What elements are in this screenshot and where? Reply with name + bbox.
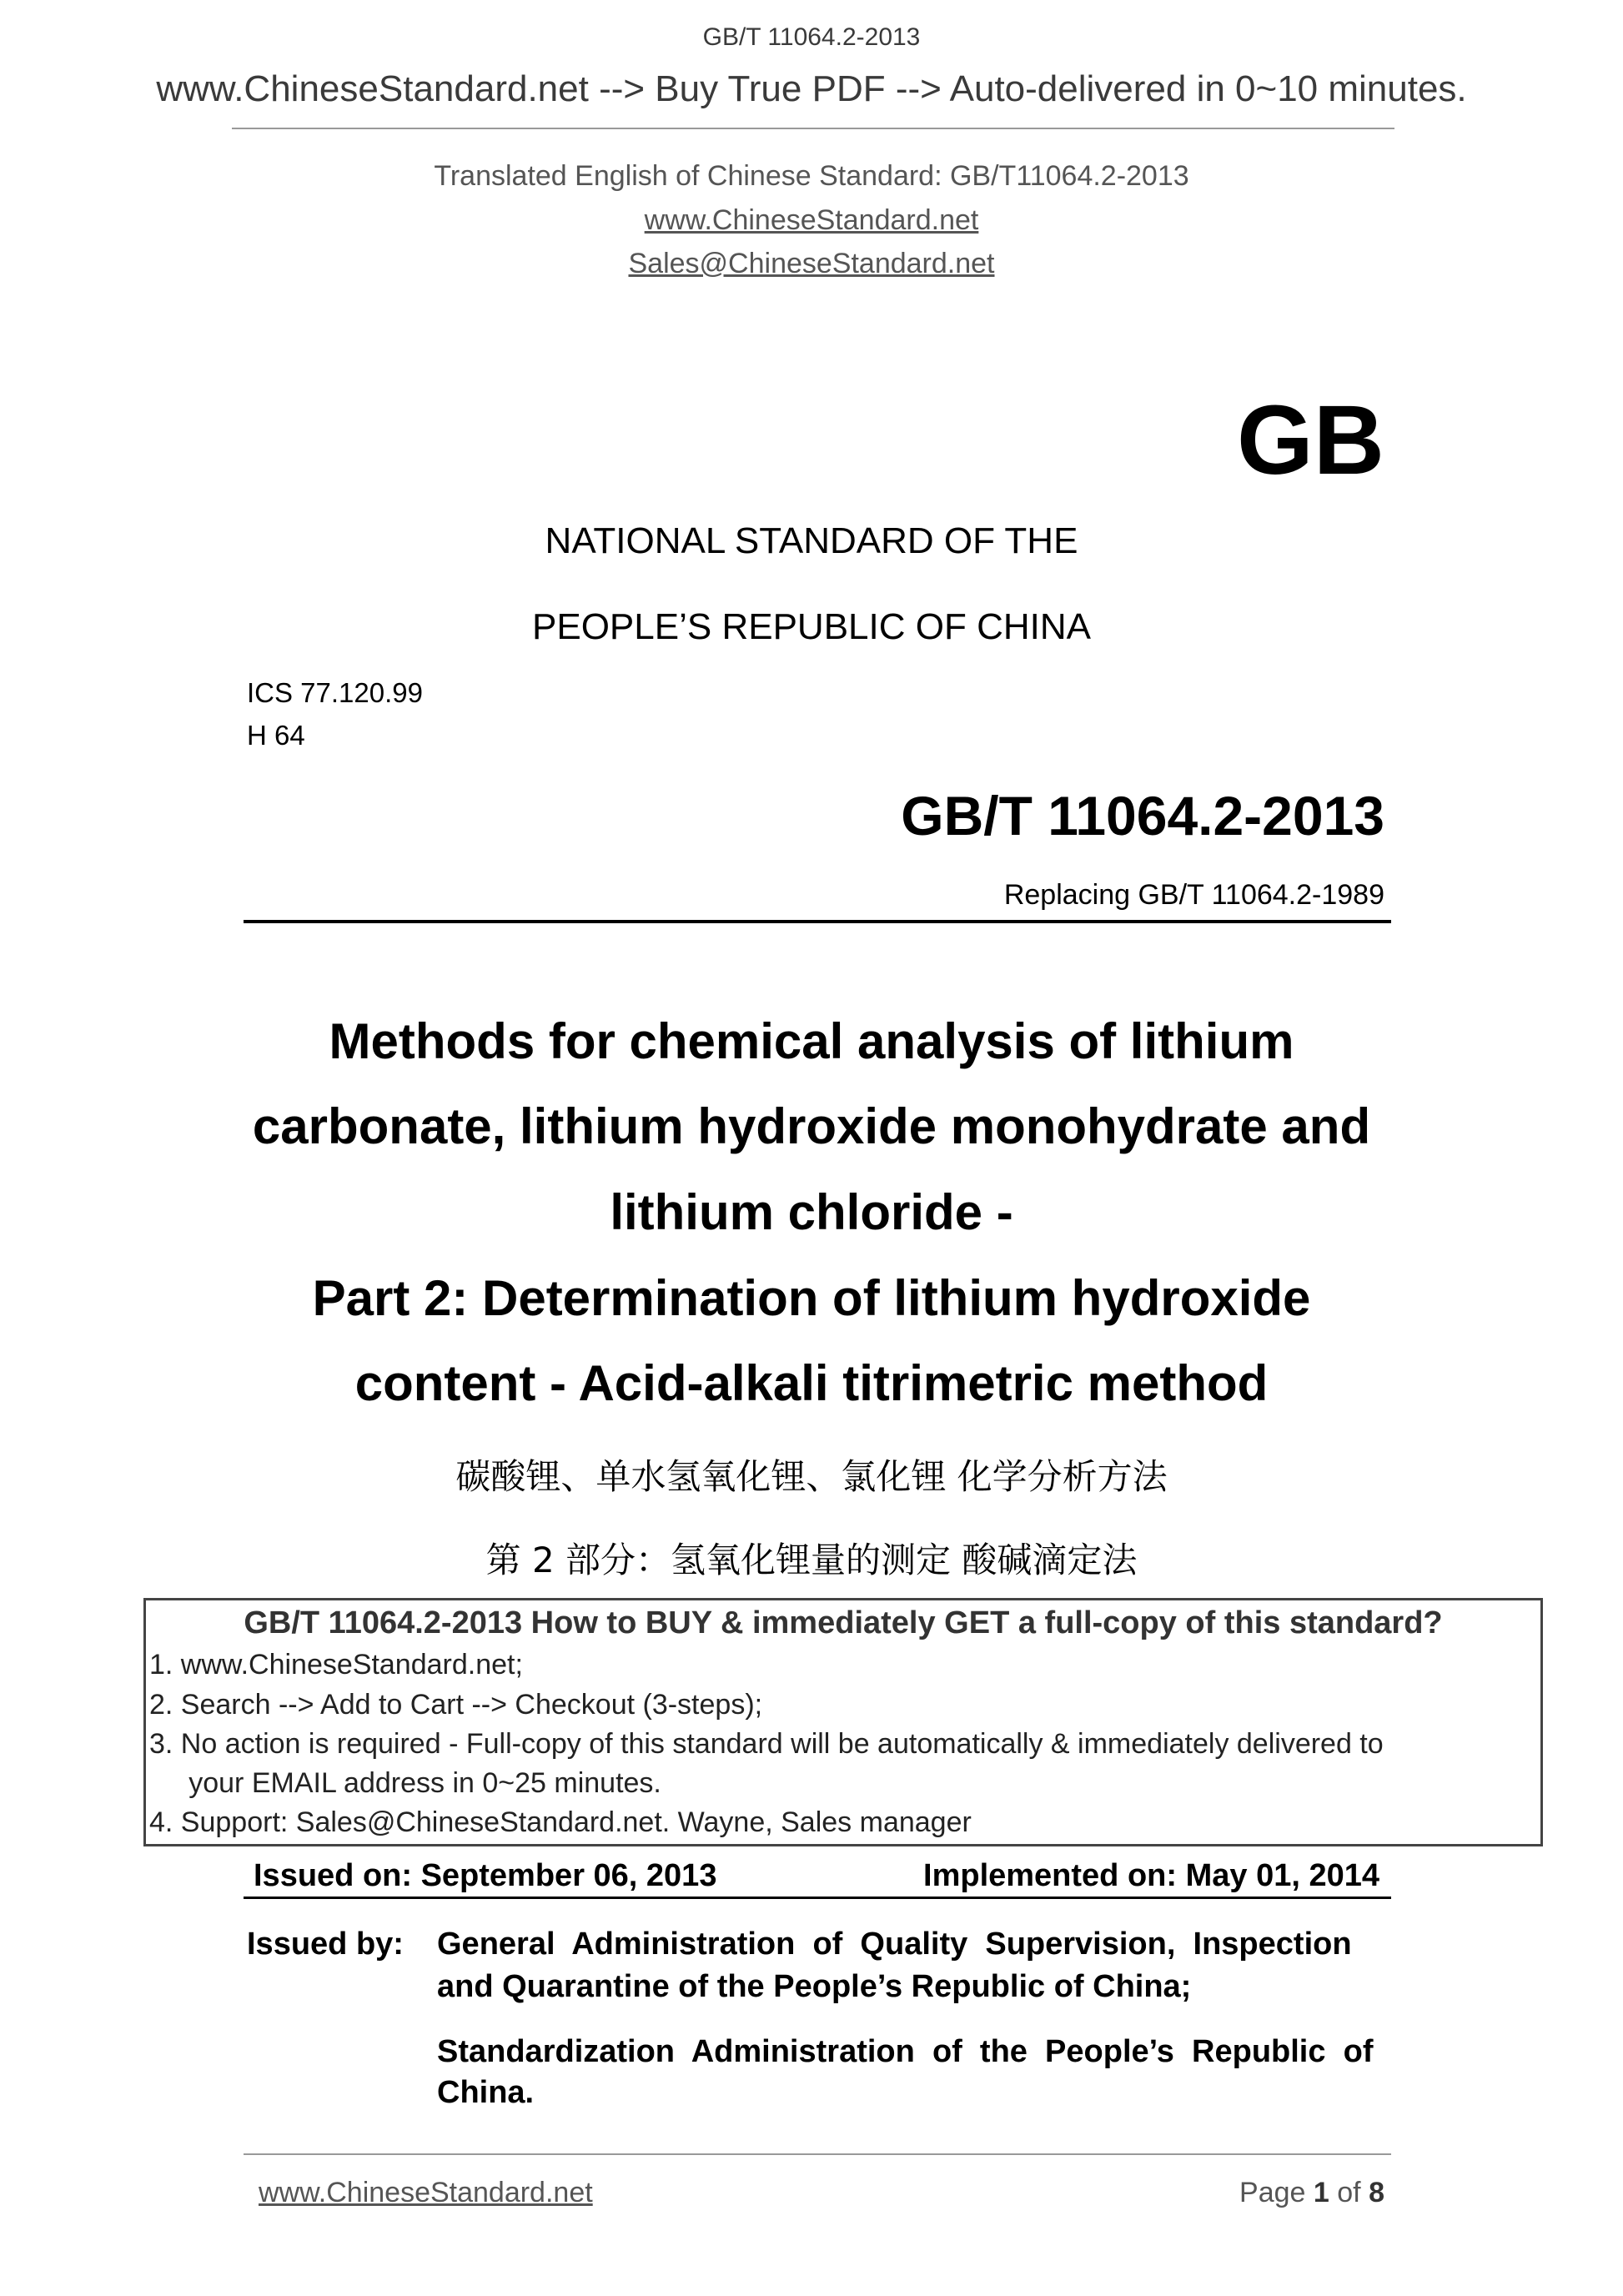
replacing: Replacing GB/T 11064.2-1989 [1003, 879, 1384, 911]
issued-by-label: Issued by: [247, 1927, 404, 1962]
title-rule [244, 920, 1391, 923]
email-link[interactable]: Sales@ChineseStandard.net [628, 248, 995, 279]
issuer-line: General Administration of Quality Supervision, Inspection [437, 1927, 1352, 1962]
standard-code: GB/T 11064.2-2013 [901, 785, 1384, 847]
chinese-title: 碳酸锂、单水氢氧化锂、氯化锂 化学分析方法 [455, 1456, 1168, 1497]
buy-box-item: 2. Search --> Add to Cart --> Checkout (3-steps); [149, 1689, 763, 1721]
header-overlay-code: GB/T 11064.2-2013 [702, 23, 921, 51]
national-line-2: PEOPLE’S REPUBLIC OF CHINA [532, 606, 1091, 647]
buy-box-item: your EMAIL address in 0~25 minutes. [149, 1767, 661, 1799]
implemented-on: Implemented on: May 01, 2014 [923, 1858, 1379, 1893]
title-line: Methods for chemical analysis of lithium [329, 1013, 1294, 1069]
page-indicator [1239, 2177, 1384, 2209]
page-of: of [1329, 2177, 1369, 2208]
header-rule [232, 128, 1394, 129]
page-number: 1 [1313, 2177, 1329, 2208]
issuer-line: Standardization Administration of the People’s Republic of [437, 2034, 1374, 2069]
title-line: lithium chloride - [610, 1184, 1013, 1240]
buy-box-heading: GB/T 11064.2-2013 How to BUY & immediately GET a full-copy of this standard? [244, 1605, 1443, 1640]
issuer-line: and Quarantine of the People’s Republic of China; [437, 1969, 1192, 2004]
footer-rule [244, 2153, 1391, 2155]
title-line: carbonate, lithium hydroxide monohydrate and [252, 1098, 1371, 1154]
title-line: Part 2: Determination of lithium hydroxide [312, 1270, 1311, 1326]
national-line-1: NATIONAL STANDARD OF THE [545, 520, 1078, 561]
website-link[interactable]: www.ChineseStandard.net [644, 204, 979, 236]
buy-box [143, 1598, 1543, 1846]
dates-rule [244, 1897, 1391, 1899]
issuer-line: China. [437, 2075, 535, 2110]
footer-website-link[interactable]: www.ChineseStandard.net [259, 2177, 593, 2208]
gb-mark: GB [1237, 385, 1384, 495]
page-total: 8 [1369, 2177, 1384, 2208]
title-line: content - Acid-alkali titrimetric method [354, 1355, 1269, 1411]
ccs-code: H 64 [247, 720, 305, 751]
buy-box-item: 3. No action is required - Full-copy of this standard will be automatically & immediately delivered to [149, 1728, 1384, 1760]
chinese-subtitle: 第 2 部分：氢氧化锂量的测定 酸碱滴定法 [485, 1540, 1138, 1580]
page-prefix: Page [1239, 2177, 1314, 2208]
buy-box-item: 4. Support: Sales@ChineseStandard.net. Wayne, Sales manager [149, 1806, 972, 1838]
header-banner: www.ChineseStandard.net --> Buy True PDF --> Auto-delivered in 0~10 minutes. [156, 68, 1467, 109]
ics-code: ICS 77.120.99 [247, 677, 423, 708]
translated-line: Translated English of Chinese Standard: GB/T11064.2-2013 [434, 160, 1189, 192]
buy-box-item: 1. www.ChineseStandard.net; [149, 1649, 523, 1681]
issued-on: Issued on: September 06, 2013 [254, 1858, 717, 1893]
